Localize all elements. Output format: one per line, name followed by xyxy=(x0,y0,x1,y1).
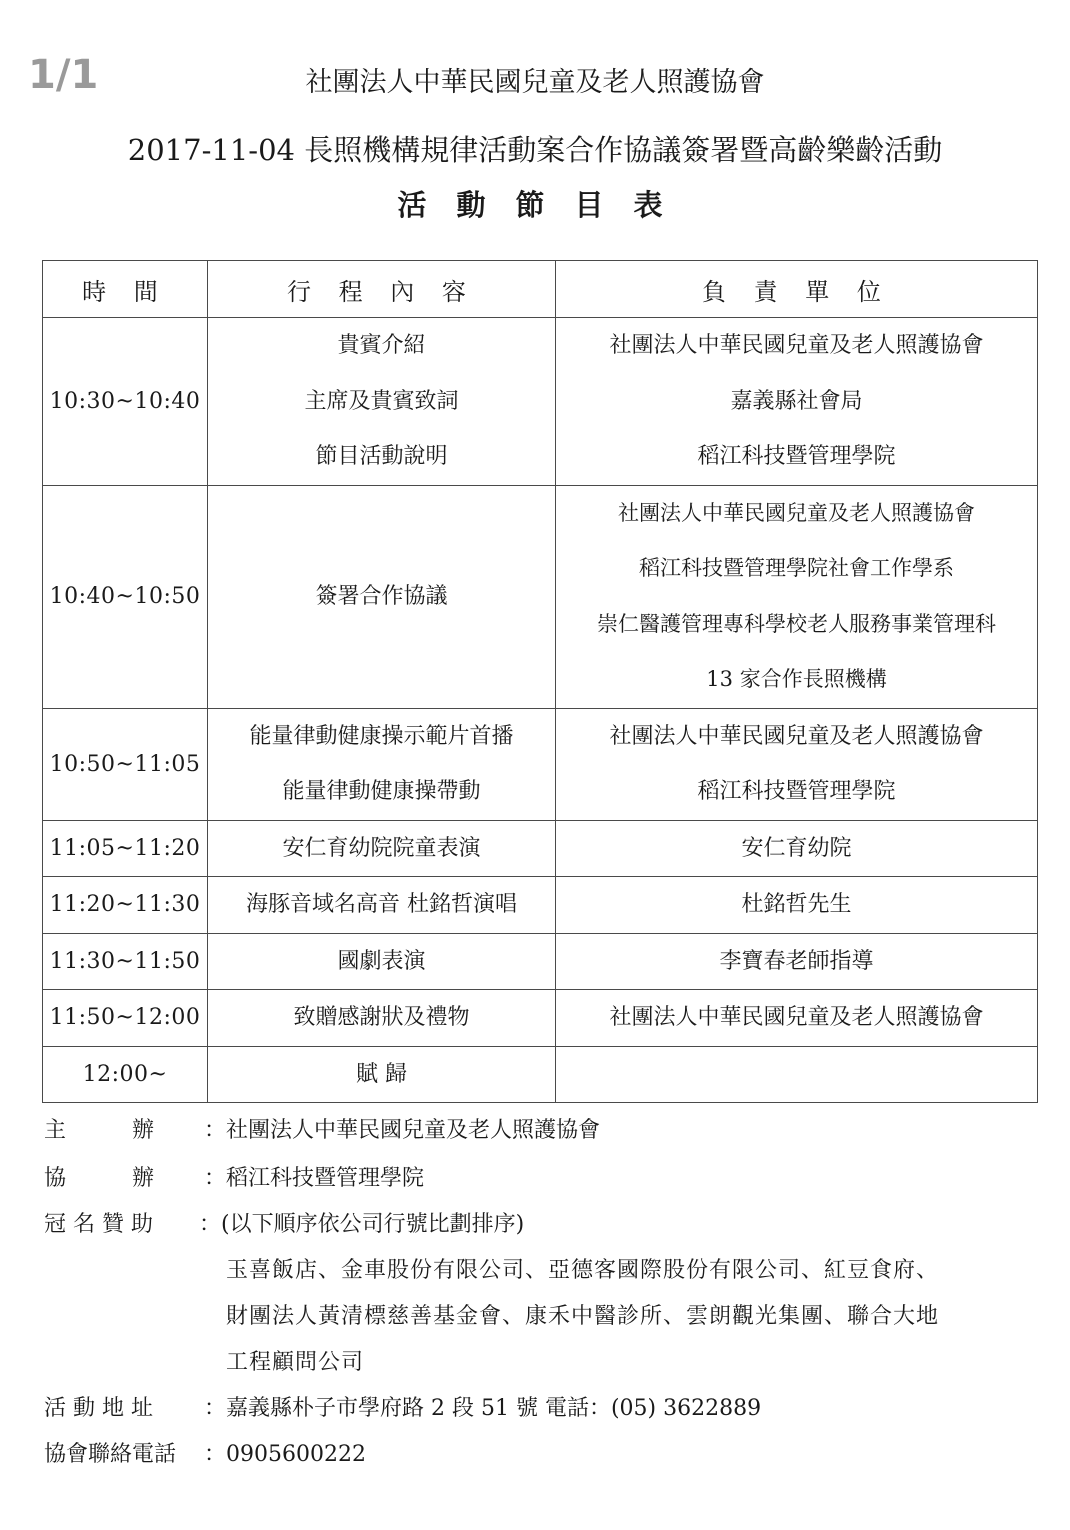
content-cell xyxy=(208,933,556,990)
content-line: 節目活動說明 xyxy=(315,444,448,469)
content-line: 致贈感謝狀及禮物 xyxy=(293,1005,470,1030)
content-line: 貴賓介紹 xyxy=(337,333,426,358)
schedule-title: 活動節目表 xyxy=(397,188,693,222)
content-line: 安仁育幼院院童表演 xyxy=(282,835,481,861)
table-row xyxy=(43,318,1038,486)
unit-cell xyxy=(556,933,1038,990)
table-row xyxy=(43,877,1038,934)
address-value: ：嘉義縣朴子市學府路 2 段 51 號 電話：(05) 3622889 xyxy=(204,1396,762,1421)
table-row xyxy=(43,820,1038,877)
header-unit: 負 責 單 位 xyxy=(556,261,1038,318)
content-cell xyxy=(208,820,556,877)
host-row xyxy=(44,1113,601,1144)
time-cell: 12:00~ xyxy=(43,1046,208,1103)
sponsor-note: ：(以下順序依公司行號比劃排序) xyxy=(199,1212,525,1237)
table-row xyxy=(43,933,1038,990)
unit-cell xyxy=(556,485,1038,708)
content-line: 能量律動健康操帶動 xyxy=(282,779,481,804)
content-cell xyxy=(208,1046,556,1103)
unit-cell xyxy=(556,990,1038,1047)
time-cell: 11:30~11:50 xyxy=(43,933,208,990)
content-line: 賦 歸 xyxy=(356,1061,407,1087)
time-cell: 10:40~10:50 xyxy=(43,485,208,708)
host-value: ：社團法人中華民國兒童及老人照護協會 xyxy=(204,1118,601,1143)
sponsor-list-line: 玉喜飯店、金車股份有限公司、亞德客國際股份有限公司、紅豆食府、 xyxy=(226,1258,940,1283)
unit-cell xyxy=(556,820,1038,877)
unit-line: 杜銘哲先生 xyxy=(741,892,852,917)
unit-line: 安仁育幼院 xyxy=(741,835,852,861)
schedule-table xyxy=(42,260,1038,1103)
co-host-value: ：稻江科技暨管理學院 xyxy=(204,1166,425,1191)
unit-line: 13 家合作長照機構 xyxy=(706,667,887,691)
address-row xyxy=(44,1391,762,1422)
content-cell xyxy=(208,708,556,820)
unit-line: 社團法人中華民國兒童及老人照護協會 xyxy=(609,333,984,358)
time-cell: 11:20~11:30 xyxy=(43,877,208,934)
event-title: 2017-11-04 長照機構規律活動案合作協議簽署暨高齡樂齡活動 xyxy=(127,133,943,167)
table-header-row xyxy=(43,261,1038,318)
sponsor-label: 冠 名 贊 助 xyxy=(44,1212,153,1237)
unit-line: 崇仁醫護管理專科學校老人服務事業管理科 xyxy=(597,611,996,636)
time-cell: 10:30~10:40 xyxy=(43,318,208,486)
table-row xyxy=(43,708,1038,820)
time-cell: 11:05~11:20 xyxy=(43,820,208,877)
host-label: 主 辦 xyxy=(44,1118,155,1143)
time-cell: 11:50~12:00 xyxy=(43,990,208,1047)
content-cell xyxy=(208,990,556,1047)
org-title: 社團法人中華民國兒童及老人照護協會 xyxy=(305,67,765,98)
content-line: 海豚音域名高音 杜銘哲演唱 xyxy=(246,892,517,917)
unit-cell xyxy=(556,877,1038,934)
unit-cell xyxy=(556,1046,1038,1103)
header-time: 時 間 xyxy=(43,261,208,318)
unit-line: 稻江科技暨管理學院 xyxy=(697,444,896,469)
sponsor-list-line: 財團法人黃清標慈善基金會、康禾中醫診所、雲朗觀光集團、聯合大地 xyxy=(226,1304,940,1329)
header-content: 行 程 內 容 xyxy=(208,261,556,318)
time-cell: 10:50~11:05 xyxy=(43,708,208,820)
table-row xyxy=(43,485,1038,708)
table-row xyxy=(43,1046,1038,1103)
page-indicator: 1/1 xyxy=(28,52,99,98)
unit-line: 嘉義縣社會局 xyxy=(730,388,863,414)
co-host-row xyxy=(44,1161,425,1192)
content-cell xyxy=(208,318,556,486)
unit-line: 社團法人中華民國兒童及老人照護協會 xyxy=(609,723,984,749)
content-line: 能量律動健康操示範片首播 xyxy=(249,723,514,749)
address-label: 活 動 地 址 xyxy=(44,1396,153,1421)
unit-line: 李寶春老師指導 xyxy=(719,948,874,974)
content-line: 主席及貴賓致詞 xyxy=(304,388,459,414)
unit-line: 社團法人中華民國兒童及老人照護協會 xyxy=(618,500,975,525)
contact-label: 協會聯絡電話 xyxy=(44,1442,177,1467)
sponsor-list-line: 工程顧問公司 xyxy=(226,1350,365,1375)
contact-row xyxy=(44,1437,366,1468)
unit-cell xyxy=(556,318,1038,486)
content-cell xyxy=(208,485,556,708)
co-host-label: 協 辦 xyxy=(44,1166,155,1191)
unit-line: 稻江科技暨管理學院 xyxy=(697,779,896,804)
unit-cell xyxy=(556,708,1038,820)
content-cell xyxy=(208,877,556,934)
content-line: 國劇表演 xyxy=(337,948,426,974)
contact-value: ：0905600222 xyxy=(204,1442,366,1467)
unit-line: 社團法人中華民國兒童及老人照護協會 xyxy=(609,1005,984,1030)
sponsor-row xyxy=(44,1207,525,1238)
unit-line: 稻江科技暨管理學院社會工作學系 xyxy=(639,556,954,580)
table-row xyxy=(43,990,1038,1047)
content-line: 簽署合作協議 xyxy=(315,583,448,609)
